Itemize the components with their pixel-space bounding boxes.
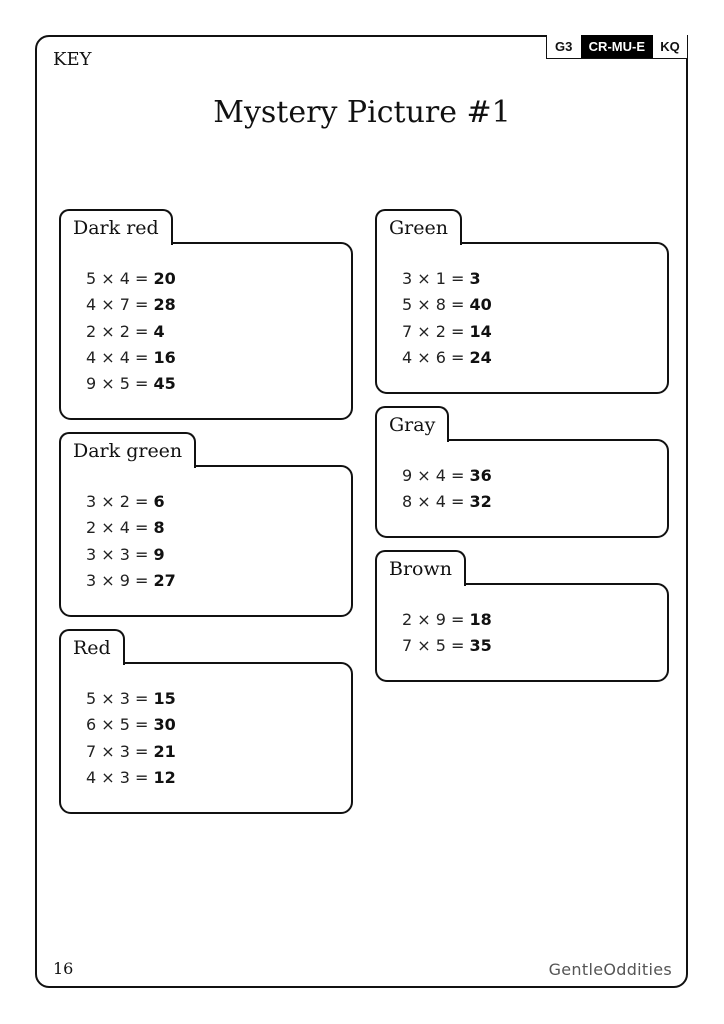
- equation: 3 × 3 = 9: [86, 544, 165, 564]
- equation: 4 × 7 = 28: [86, 295, 176, 315]
- equation: 5 × 3 = 15: [86, 689, 176, 708]
- equation-box: [375, 439, 669, 538]
- color-group-label: Gray: [375, 406, 449, 442]
- page-number: 16: [53, 959, 74, 978]
- answer: 12: [153, 767, 176, 787]
- color-group-label: Red: [59, 629, 125, 665]
- equation: 7 × 2 = 14: [402, 321, 492, 341]
- page-title: Mystery Picture #1: [213, 95, 511, 130]
- answer: 6: [153, 492, 165, 511]
- answer: 4: [153, 321, 165, 341]
- answer: 15: [153, 689, 176, 708]
- equation-box: [59, 662, 353, 814]
- color-group-label: Green: [375, 209, 462, 245]
- equation: 2 × 9 = 18: [402, 610, 492, 629]
- equation: 7 × 3 = 21: [86, 741, 176, 761]
- equation: 3 × 1 = 3: [402, 269, 481, 288]
- grade-code: G3: [547, 35, 581, 58]
- answer: 28: [153, 295, 176, 315]
- equation: 7 × 5 = 35: [402, 636, 492, 656]
- answer: 21: [153, 741, 176, 761]
- series-code: CR-MU-E: [581, 35, 653, 58]
- equation: 4 × 6 = 24: [402, 347, 492, 367]
- color-group-label: Dark red: [59, 209, 173, 245]
- color-group-label: Brown: [375, 550, 466, 586]
- color-group-gray: [375, 406, 669, 538]
- answer: 35: [469, 636, 492, 656]
- equation: 6 × 5 = 30: [86, 715, 176, 735]
- equation-box: [59, 242, 353, 420]
- answer: 16: [153, 347, 176, 367]
- color-group-label: Dark green: [59, 432, 196, 468]
- answer: 36: [469, 466, 492, 485]
- worksheet-codes: [546, 35, 688, 59]
- answer: 9: [153, 544, 165, 564]
- equation: 4 × 3 = 12: [86, 767, 176, 787]
- color-group-dark-green: [59, 432, 353, 617]
- equation: 5 × 8 = 40: [402, 295, 492, 315]
- answer: 3: [469, 269, 481, 288]
- answer: 45: [153, 374, 176, 394]
- color-group-green: [375, 209, 669, 394]
- equation: 8 × 4 = 32: [402, 492, 492, 512]
- equation: 3 × 2 = 6: [86, 492, 165, 511]
- equation: 3 × 9 = 27: [86, 570, 176, 590]
- equation: 5 × 4 = 20: [86, 269, 176, 288]
- equation: 2 × 2 = 4: [86, 321, 165, 341]
- answer: 27: [153, 570, 176, 590]
- equation-box: [59, 465, 353, 617]
- color-group-brown: [375, 550, 669, 682]
- answer: 14: [469, 321, 492, 341]
- kq-code: KQ: [653, 35, 687, 58]
- color-group-red: [59, 629, 353, 814]
- answer: 20: [153, 269, 176, 288]
- answer: 8: [153, 518, 165, 538]
- equation: 4 × 4 = 16: [86, 347, 176, 367]
- equation: 9 × 5 = 45: [86, 374, 176, 394]
- answer: 32: [469, 492, 492, 512]
- answer: 24: [469, 347, 492, 367]
- answer: 18: [469, 610, 492, 629]
- answer: 30: [153, 715, 176, 735]
- equation: 2 × 4 = 8: [86, 518, 165, 538]
- key-label: KEY: [53, 49, 92, 70]
- brand-logo: GentleOddities: [548, 960, 672, 979]
- equation: 9 × 4 = 36: [402, 466, 492, 485]
- answer: 40: [469, 295, 492, 315]
- color-group-dark-red: [59, 209, 353, 420]
- equation-box: [375, 242, 669, 394]
- equation-box: [375, 583, 669, 682]
